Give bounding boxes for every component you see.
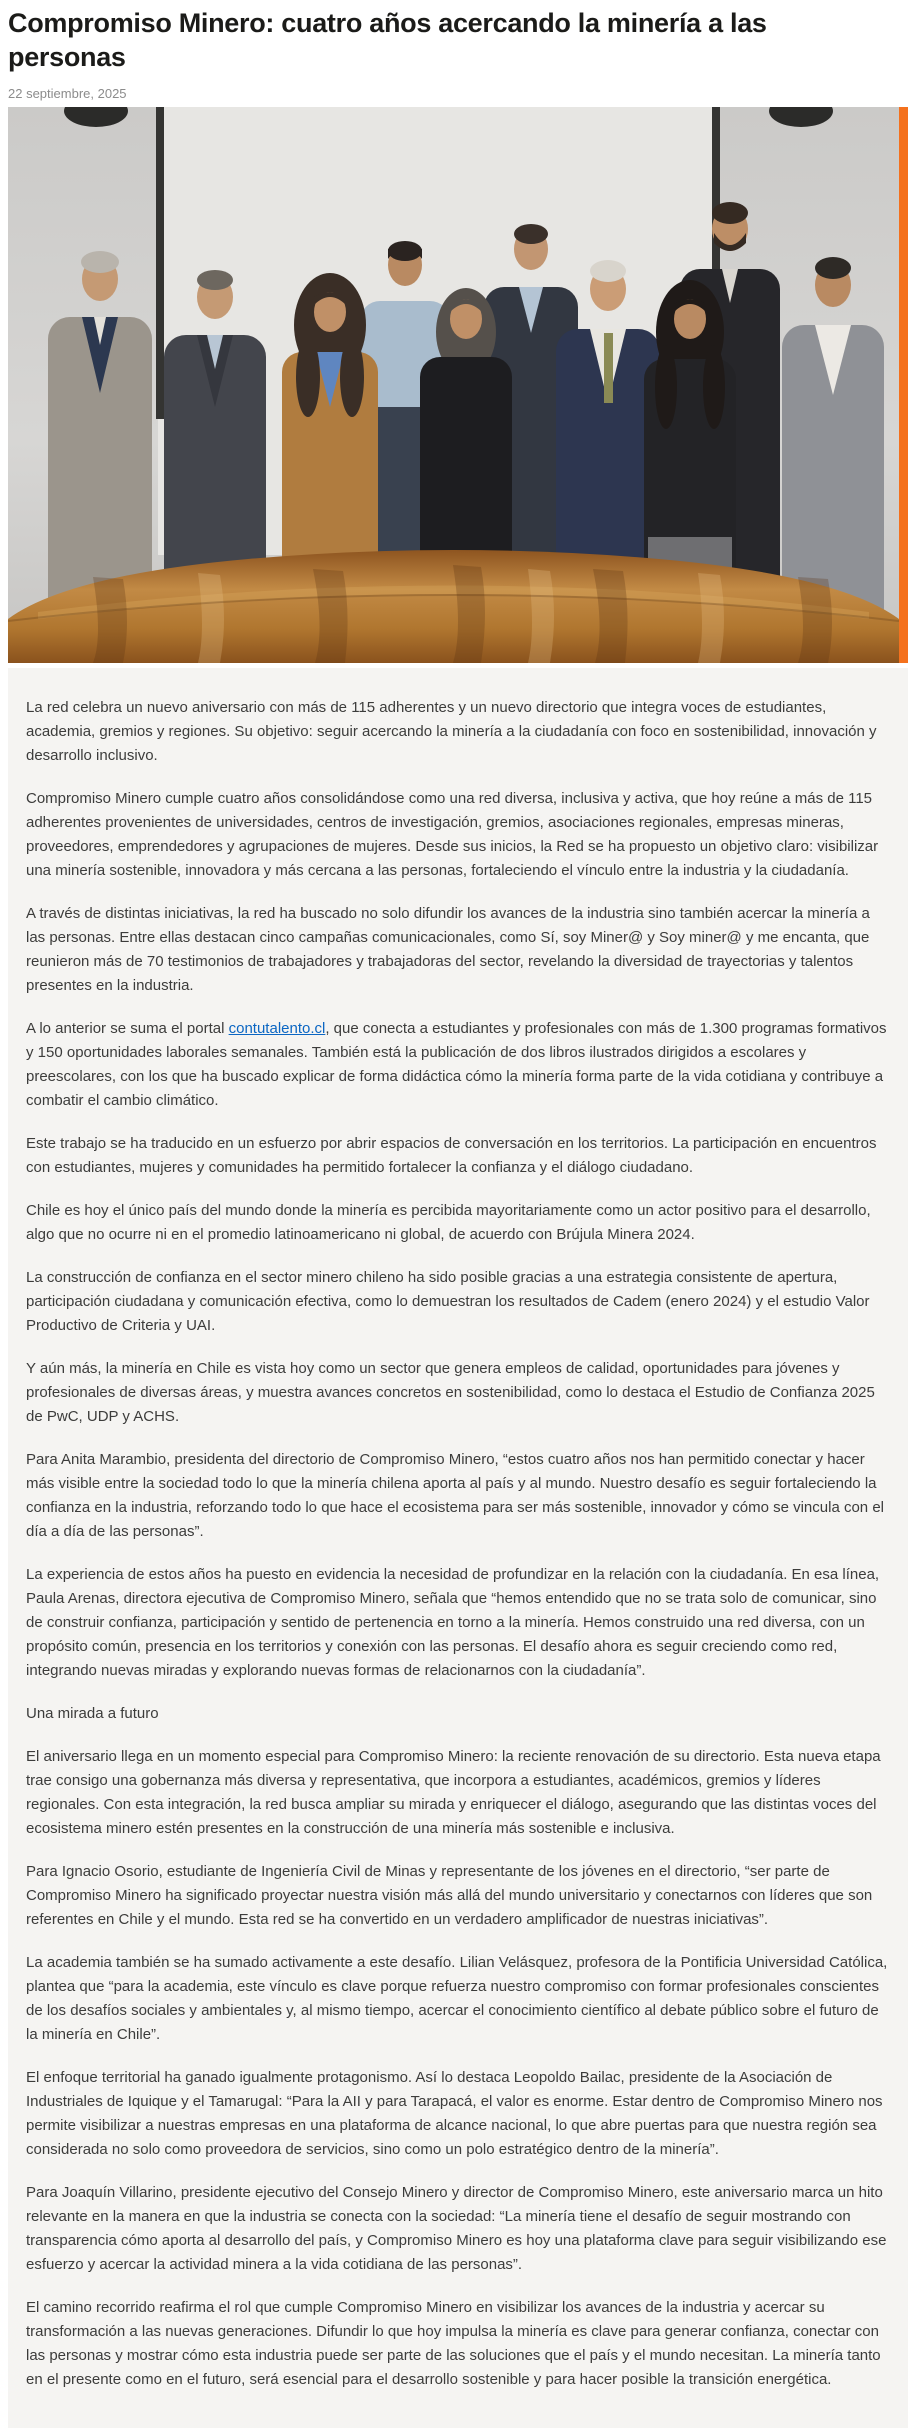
group-photo-illustration [8, 107, 899, 663]
article-paragraph: Para Ignacio Osorio, estudiante de Ingeniería Civil de Minas y representante de los jóvenes en el directorio, “ser parte de Compromiso Minero ha significado proyectar nuestra visión más allá del mundo universitario y conectarnos con líderes que son referentes en Chile y el mundo. Esta red se ha convertido en un verdadero amplificador de nuestras iniciativas”. [26, 1863, 873, 1928]
contutalento-link[interactable]: contutalento.cl [228, 1020, 326, 1037]
article-paragraph: Este trabajo se ha traducido en un esfuerzo por abrir espacios de conversación en los territorios. La participación en encuentros con estudiantes, mujeres y comunidades ha permitido fortalecer la confianza y el diálogo ciudadano. [26, 1135, 877, 1176]
article-paragraph: Compromiso Minero cumple cuatro años consolidándose como una red diversa, inclusiva y activa, que hoy reúne a más de 115 adherentes provenientes de universidades, centros de investigación, gremios, asociaciones regionales, empresas mineras, proveedores, emprendedores y agrupaciones de mujeres. Desde sus inicios, la Red se ha propuesto un objetivo claro: visibilizar una minería sostenible, innovadora y más cercana a las personas, fortaleciendo el vínculo entre la industria y la ciudadanía. [26, 790, 879, 879]
article-paragraph: El aniversario llega en un momento especial para Compromiso Minero: la reciente renovación de su directorio. Esta nueva etapa trae consigo una gobernanza más diversa y representativa, que incorpora a estudiantes, académicos, gremios y líderes regionales. Con esta integración, la red busca ampliar su mirada y enriquecer el diálogo, asegurando que las distintas voces del ecosistema minero estén presentes en la construcción de una minería más sostenible e inclusiva. [26, 1748, 881, 1837]
article-figure [8, 107, 908, 663]
article-paragraph: El enfoque territorial ha ganado igualmente protagonismo. Así lo destaca Leopoldo Bailac, presidente de la Asociación de Industriales de Iquique y el Tamarugal: “Para la AII y para Tarapacá, el valor es enorme. Estar dentro de Compromiso Minero nos permite visibilizar a nuestras empresas en una plataforma de alcance nacional, lo que abre puertas para que nuestra región sea considerada no solo como proveedora de servicios, sino como un polo estratégico dentro de la minería”. [26, 2069, 883, 2158]
article-paragraph: La academia también se ha sumado activamente a este desafío. Lilian Velásquez, profesora de la Pontificia Universidad Católica, plantea que “para la academia, este vínculo es clave porque refuerza nuestro compromiso con formar profesionales conscientes de los desafíos sociales y ambientales y, al mismo tiempo, acercar el conocimiento científico al debate público sobre el futuro de la minería en Chile”. [26, 1954, 888, 2043]
article-paragraph: Chile es hoy el único país del mundo donde la minería es percibida mayoritariamente como un actor positivo para el desarrollo, algo que no ocurre ni en el promedio latinoamericano ni global, de acuerdo con Brújula Minera 2024. [26, 1202, 871, 1243]
article-paragraph: Para Anita Marambio, presidenta del directorio de Compromiso Minero, “estos cuatro años nos han permitido conectar y hacer más visible entre la sociedad todo lo que la minería chilena aporta al país y al mundo. Nuestro desafío es seguir fortaleciendo la confianza en la industria, reforzando todo lo que hace el ecosistema para ser más sostenible, innovador y cómo se vincula con el día a día de las personas”. [26, 1451, 884, 1540]
article-date: 22 septiembre, 2025 [8, 86, 127, 101]
article-paragraph: El camino recorrido reafirma el rol que cumple Compromiso Minero en visibilizar los avances de la industria y acercar su transformación a las nuevas generaciones. Difundir lo que hoy impulsa la minería es clave para generar confianza, conectar con las personas y mostrar cómo esta industria puede ser parte de las soluciones que el país y el mundo necesitan. La minería tanto en el presente como en el futuro, será esencial para el desarrollo sostenible y para hacer posible la transición energética. [26, 2299, 881, 2388]
subheading: Una mirada a futuro [26, 1705, 159, 1722]
article-photo [8, 107, 899, 663]
article-paragraph: Para Joaquín Villarino, presidente ejecutivo del Consejo Minero y director de Compromiso Minero, este aniversario marca un hito relevante en la manera en que la industria se conecta con la sociedad: “La minería tiene el desafío de seguir mostrando con transparencia cómo aporta al desarrollo del país, y Compromiso Minero es hoy una plataforma clave para seguir visibilizando ese esfuerzo y acercar la actividad minera a la vida cotidiana de las personas”. [26, 2184, 887, 2273]
paragraph-text: , que conecta a estudiantes y profesionales con más de 1.300 programas formativos y 150 oportunidades laborales semanales. También está la publicación de dos libros ilustrados dirigidos a escolares y preescolares, con los que ha buscado explicar de forma didáctica cómo la minería forma parte de la vida cotidiana y contribuye a combatir el cambio climático. [26, 1020, 887, 1109]
article-paragraph: A través de distintas iniciativas, la red ha buscado no solo difundir los avances de la industria sino también acercar la minería a las personas. Entre ellas destacan cinco campañas comunicacionales, como Sí, soy Miner@ y Soy miner@ y me encanta, que reunieron más de 70 testimonios de trabajadores y trabajadoras del sector, revelando la diversidad de trayectorias y talentos presentes en la industria. [26, 905, 870, 994]
article-paragraph-with-link [26, 1017, 888, 1113]
lead-paragraph: La red celebra un nuevo aniversario con más de 115 adherentes y un nuevo directorio que integra voces de estudiantes, academia, gremios y regiones. Su objetivo: seguir acercando la minería a la ciudadanía con foco en sostenibilidad, innovación y desarrollo inclusivo. [26, 699, 877, 764]
article-paragraph: La experiencia de estos años ha puesto en evidencia la necesidad de profundizar en la relación con la ciudadanía. En esa línea, Paula Arenas, directora ejecutiva de Compromiso Minero, señala que “hemos entendido que no se trata solo de comunicar, sino de construir confianza, participación y sentido de pertenencia en torno a la minería. Hemos construido una red diversa, con un propósito común, presencia en los territorios y conexión con las personas. El desafío ahora es seguir creciendo como red, integrando nuevas miradas y explorando nuevas formas de relacionarnos con la ciudadanía”. [26, 1566, 880, 1679]
article-paragraph: La construcción de confianza en el sector minero chileno ha sido posible gracias a una estrategia consistente de apertura, participación ciudadana y comunicación efectiva, como lo demuestran los resultados de Cadem (enero 2024) y el estudio Valor Productivo de Criteria y UAI. [26, 1269, 870, 1334]
paragraph-text: A lo anterior se suma el portal [26, 1020, 229, 1037]
orange-accent-bar [899, 107, 908, 663]
article-body [8, 668, 908, 2428]
page-title: Compromiso Minero: cuatro años acercando la minería a las personas [8, 8, 767, 72]
article-paragraph: Y aún más, la minería en Chile es vista hoy como un sector que genera empleos de calidad, oportunidades para jóvenes y profesionales de diversas áreas, y muestra avances concretos en sostenibilidad, como lo destaca el Estudio de Confianza 2025 de PwC, UDP y ACHS. [26, 1360, 875, 1425]
